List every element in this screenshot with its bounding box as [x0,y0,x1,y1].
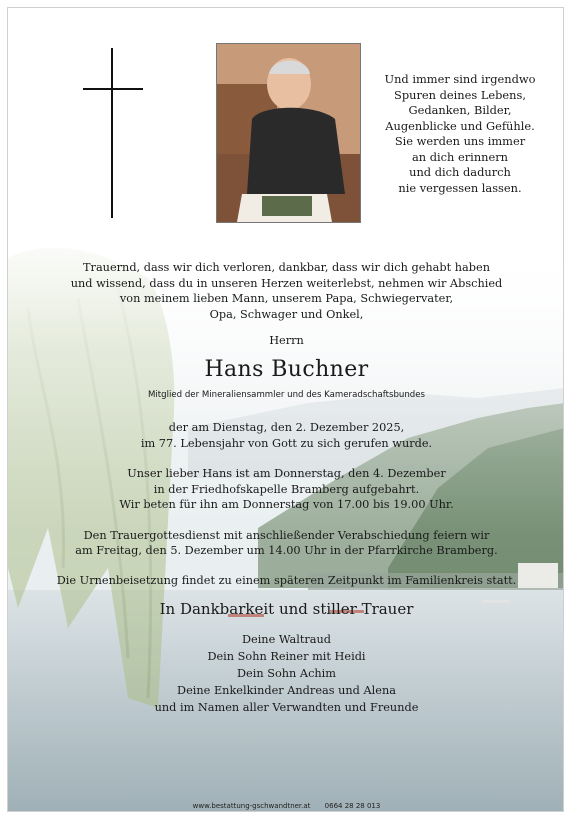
service-line: Den Trauergottesdienst mit anschließender Verabschiedung feiern wir [83,528,490,542]
footer-phone: 0664 28 28 013 [324,802,381,810]
viewing-line: in der Friedhofskapelle Bramberg aufgebahrt. [153,482,420,496]
family-member: Dein Sohn Achim [237,667,336,680]
poem-line: Sie werden uns immer [394,134,526,148]
family-member: und im Namen aller Verwandten und Freunde [154,701,419,714]
family-member: Deine Waltraud [241,633,332,646]
obituary-text [8,260,564,716]
portrait-photo [216,43,361,223]
deceased-name: Hans Buchner [204,357,369,382]
family-member: Dein Sohn Reiner mit Heidi [207,650,366,663]
poem-line: Spuren deines Lebens, [394,87,526,102]
funeral-service-notice [8,528,564,559]
footer-website[interactable]: www.bestattung-gschwandtner.at [192,802,311,810]
viewing-line: Unser lieber Hans ist am Donnerstag, den 4. Dezember [127,467,446,480]
intro-line: von meinem lieben Mann, unserem Papa, Schwiegervater, [119,292,454,305]
membership-note: Mitglied der Mineraliensammler und des Kameradschaftsbundes [147,390,426,400]
death-notice [8,420,564,451]
cross-icon [83,48,143,218]
viewing-line: Wir beten für ihn am Donnerstag von 17.00 bis 19.00 Uhr. [119,498,454,511]
salutation: Herrn [269,334,304,347]
footer [8,802,564,810]
intro-paragraph [8,260,564,322]
death-line: der am Dienstag, den 2. Dezember 2025, [168,421,405,434]
death-line: im 77. Lebensjahr von Gott zu sich gerufen wurde. [140,436,433,450]
family-list [8,631,564,716]
poem-line: und dich dadurch [409,165,511,179]
poem-line: Und immer sind irgendwo [384,72,536,86]
intro-line: Trauernd, dass wir dich verloren, dankbar, dass wir dich gehabt haben [83,261,490,274]
portrait-image [217,44,360,222]
service-line: am Freitag, den 5. Dezember um 14.00 Uhr in der Pfarrkirche Bramberg. [75,544,498,557]
intro-line: und wissend, dass du in unseren Herzen weiterlebst, nehmen wir Abschied [70,276,503,290]
viewing-notice [8,466,564,513]
poem-line: Augenblicke und Gefühle. [385,118,535,133]
poem-line: nie vergessen lassen. [398,180,522,195]
obituary-card [7,7,564,812]
mourning-heading: In Dankbarkeit und stiller Trauer [159,600,414,618]
urn-burial-notice: Die Urnenbeisetzung findet zu einem späteren Zeitpunkt im Familienkreis statt. [56,573,517,587]
poem-line: Gedanken, Bilder, [408,103,512,117]
poem [368,72,552,196]
poem-line: an dich erinnern [411,149,509,164]
family-member: Deine Enkelkinder Andreas und Alena [177,684,396,697]
intro-line: Opa, Schwager und Onkel, [209,307,364,321]
